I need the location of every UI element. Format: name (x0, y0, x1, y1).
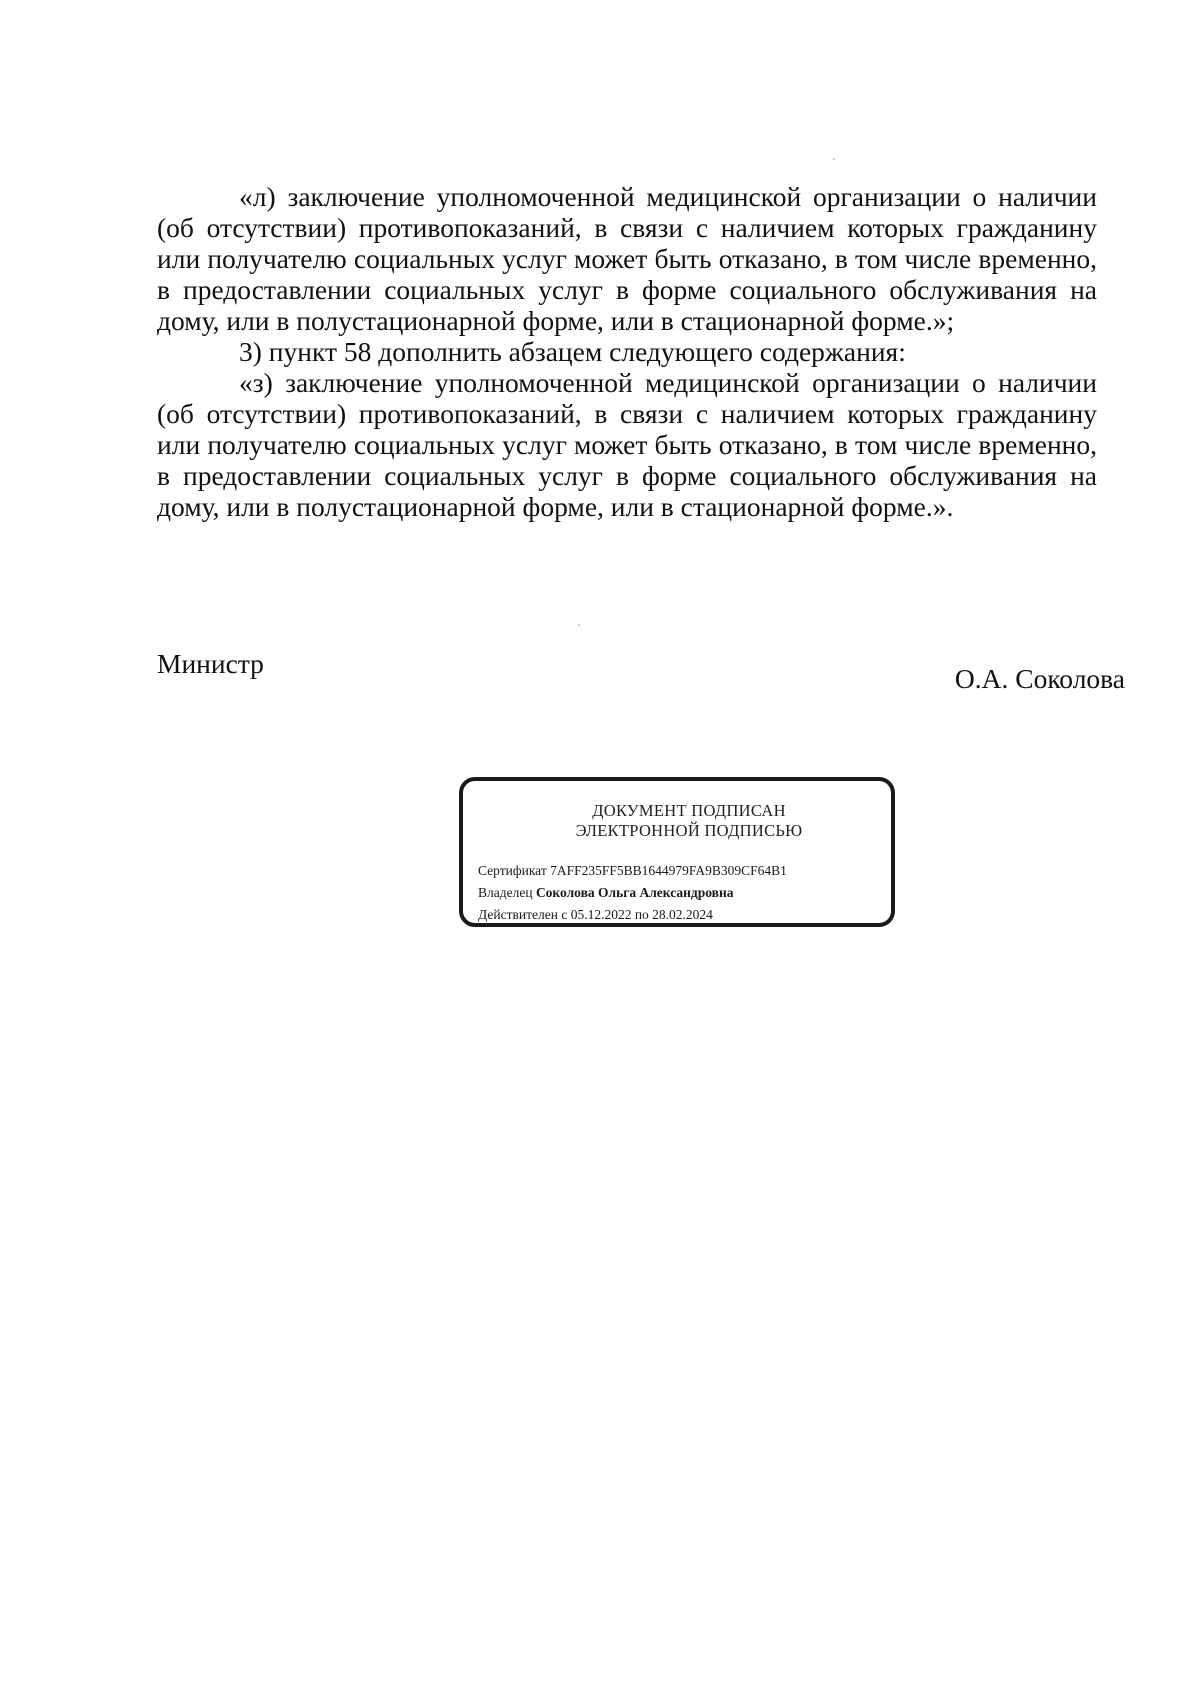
paragraph-item-l: «л) заключение уполномоченной медицинской организации о наличии (об отсутствии) противопоказаний, в связи с наличием которых гражданину или получателю социальных услуг может быть отказано, в том числе временно, в предоставлении социальных услуг в форме социального обслуживания на дому, или в полустационарной форме, или в стационарной форме.»; (157, 181, 1097, 336)
paragraph-point-3: 3) пункт 58 дополнить абзацем следующего содержания: (239, 336, 906, 367)
scan-speck (578, 624, 580, 626)
stamp-owner-label: Владелец (478, 885, 533, 900)
stamp-header-line2: ЭЛЕКТРОННОЙ ПОДПИСЬЮ (575, 821, 803, 840)
stamp-valid-to: 28.02.2024 (652, 907, 713, 922)
stamp-valid-from: 05.12.2022 (570, 907, 632, 922)
stamp-certificate-line (478, 860, 787, 882)
stamp-valid-label: Действителен (478, 907, 558, 922)
stamp-details (478, 860, 787, 926)
stamp-validity-line (478, 904, 787, 926)
stamp-certificate-label: Сертификат (478, 863, 547, 878)
signatory-name: О.А. Соколова (954, 663, 1125, 694)
stamp-header (463, 801, 891, 841)
stamp-certificate-value: 7AFF235FF5BB1644979FA9B309CF64B1 (550, 863, 787, 878)
scan-speck (833, 158, 835, 160)
stamp-owner-value: Соколова Ольга Александровна (535, 885, 734, 900)
electronic-signature-stamp (459, 777, 895, 927)
document-body (157, 181, 1097, 522)
signatory-title: Министр (157, 648, 264, 679)
stamp-valid-to-word: по (634, 907, 649, 922)
stamp-owner-line (478, 882, 787, 904)
stamp-valid-from-word: с (561, 907, 568, 922)
paragraph-item-z: «з) заключение уполномоченной медицинской организации о наличии (об отсутствии) противопоказаний, в связи с наличием которых гражданину или получателю социальных услуг может быть отказано, в том числе временно, в предоставлении социальных услуг в форме социального обслуживания на дому, или в полустационарной форме, или в стационарной форме.». (157, 367, 1097, 522)
stamp-header-line1: ДОКУМЕНТ ПОДПИСАН (592, 801, 786, 820)
